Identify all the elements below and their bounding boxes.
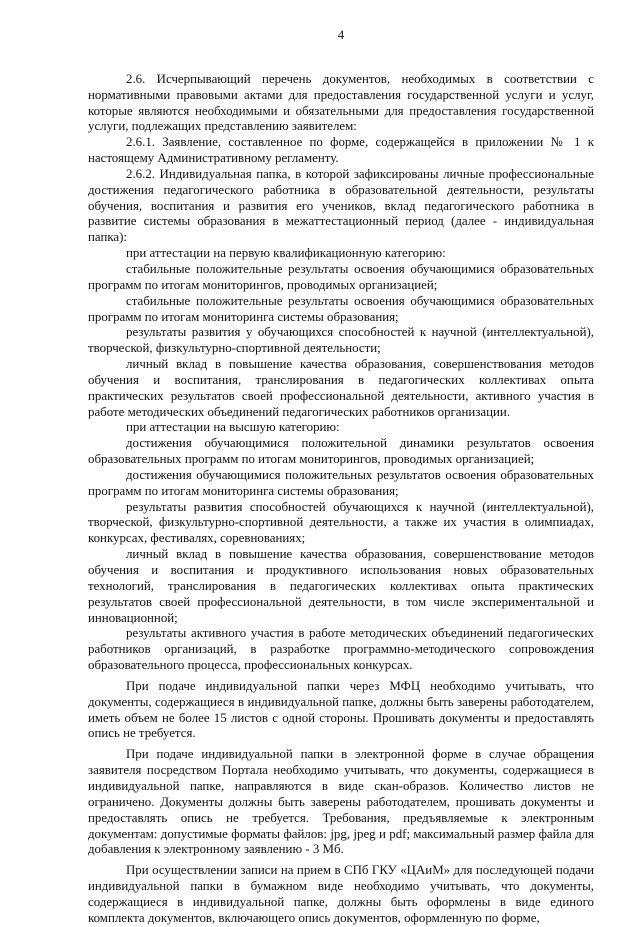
- page-number: 4: [337, 28, 345, 42]
- paragraph-2-6-1: 2.6.1. Заявление, составленное по форме, содержащейся в приложении № 1 к настоящему Административному регламенту.: [88, 135, 594, 166]
- paragraph-first-category-item-2: стабильные положительные результаты освоения обучающимися образовательных программ по итогам мониторинга системы образования;: [88, 293, 594, 324]
- paragraph-highest-category-item-1: достижения обучающимися положительной динамики результатов освоения образовательных программ по итогам мониторингов, проводимых организацией;: [88, 436, 594, 467]
- paragraph-first-category-item-3: результаты развития у обучающихся способностей к научной (интеллектуальной), творческой, физкультурно-спортивной деятельности;: [88, 325, 594, 356]
- paragraph-highest-category-item-4: личный вклад в повышение качества образования, совершенствование методов обучения и воспитания и продуктивного использования новых образовательных технологий, транслирования в педагогических коллективах опыта практических результатов своей профессиональной деятельности, в том числе экспериментальной и инновационной;: [88, 547, 594, 625]
- paragraph-mfc-submission: При подаче индивидуальной папки через МФЦ необходимо учитывать, что документы, содержащиеся в индивидуальной папке, должны быть заверены работодателем, иметь объем не более 15 листов с одной стороны. Прошивать документы и предоставлять опись не требуется.: [88, 678, 594, 741]
- paragraph-paper-submission: При осуществлении записи на прием в СПб ГКУ «ЦАиМ» для последующей подачи индивидуальной папки в бумажном виде необходимо учитывать, что документы, содержащиеся в индивидуальной папке, должны быть оформлены в виде единого комплекта документов, включающего опись документов, оформленную по форме,: [88, 863, 594, 925]
- paragraph-first-category-item-4: личный вклад в повышение качества образования, совершенствования методов обучения и воспитания, транслирования в педагогических коллективах опыта практических результатов своей профессиональной деятельности, активного участия в работе методических объединений педагогических работников организации.: [88, 357, 594, 419]
- paragraph-highest-category-item-2: достижения обучающимися положительных результатов освоения образовательных программ по итогам мониторинга системы образования;: [88, 467, 594, 498]
- paragraph-first-category-heading: при аттестации на первую квалификационную категорию:: [126, 246, 446, 261]
- paragraph-highest-category-heading: при аттестации на высшую категорию:: [126, 420, 340, 435]
- paragraph-highest-category-item-3: результаты развития способностей обучающихся к научной (интеллектуальной), творческой, физкультурно-спортивной деятельности, а также их участия в олимпиадах, конкурсах, фестивалях, соревнованиях;: [88, 499, 594, 546]
- paragraph-first-category-item-1: стабильные положительные результаты освоения обучающимися образовательных программ по итогам мониторингов, проводимых организацией;: [88, 261, 594, 292]
- paragraph-portal-submission: При подаче индивидуальной папки в электронной форме в случае обращения заявителя посредством Портала необходимо учитывать, что документы, содержащиеся в индивидуальной папке, направляются в виде скан-образов. Количество листов не ограничено. Документы должны быть заверены работодателем, прошивать документы и предоставлять опись не требуется. Требования, предъявляемые к электронным документам: допустимые форматы файлов: jpg, jpeg и pdf; максимальный размер файла для добавления к электронному заявлению - 3 Мб.: [88, 747, 594, 857]
- paragraph-highest-category-item-5: результаты активного участия в работе методических объединений педагогических работников организаций, в разработке программно-методического сопровождения образовательного процесса, профессиональных конкурсах.: [88, 626, 594, 673]
- paragraph-2-6: 2.6. Исчерпывающий перечень документов, необходимых в соответствии с нормативными правовыми актами для предоставления государственной услуги и услуг, которые являются необходимыми и обязательными для предоставления государственной услуги, подлежащих представлению заявителем:: [88, 71, 594, 134]
- paragraph-2-6-2: 2.6.2. Индивидуальная папка, в которой зафиксированы личные профессиональные достижения педагогического работника в образовательной деятельности, результаты обучения, воспитания и развития его учеников, вклад педагогического работника в развитие системы образования в межаттестационный период (далее - индивидуальная папка):: [88, 166, 594, 245]
